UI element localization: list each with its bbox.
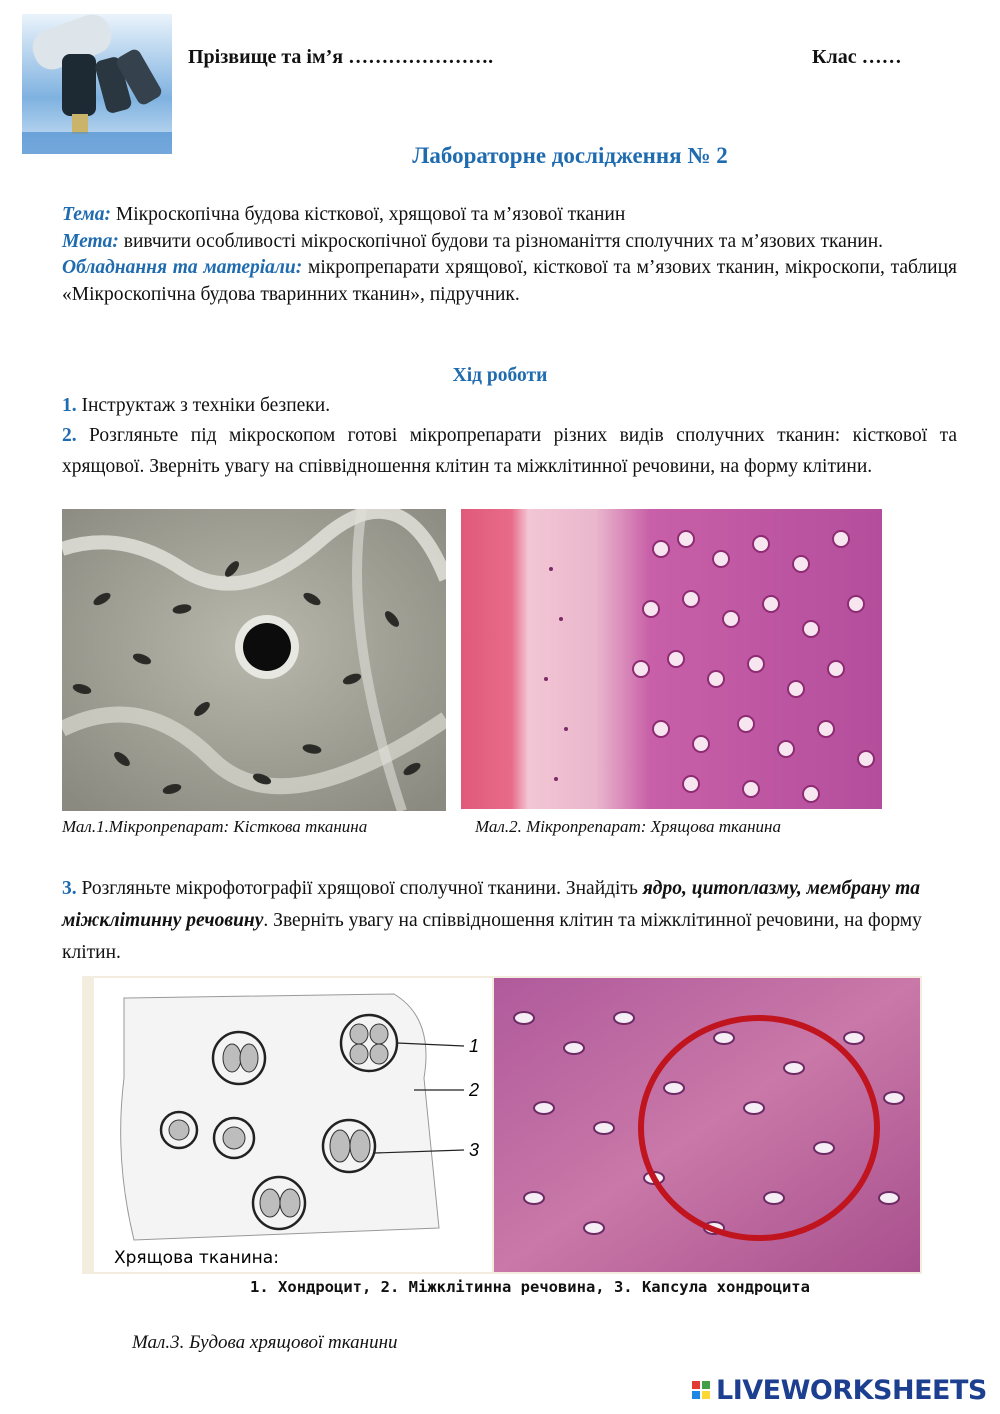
figure-2-caption: Мал.2. Мікропрепарат: Хрящова тканина — [475, 817, 781, 836]
student-name-field[interactable]: Прізвище та ім’я …………………. — [188, 46, 494, 68]
step-number: 2. — [62, 425, 77, 446]
liveworksheets-icon — [692, 1381, 710, 1399]
step-text: Інструктаж з техніки безпеки. — [76, 395, 331, 416]
cartilage-tissue-micrograph — [461, 509, 882, 809]
topic-label: Тема: — [62, 204, 111, 225]
liveworksheets-logo — [692, 1372, 987, 1408]
step-text-a: Розгляньте мікрофотографії хрящової сполучної тканини. Знайдіть — [76, 878, 643, 899]
step-text: Розгляньте під мікроскопом готові мікропрепарати різних видів сполучних тканин: кісткової та хрящової. Зверніть увагу на співвідношення клітин та міжклітинної речовини, на форму клітини. — [62, 425, 957, 477]
class-field[interactable]: Клас …… — [812, 46, 902, 68]
equipment-label: Обладнання та матеріали: — [62, 257, 303, 278]
cartilage-drawing — [94, 978, 492, 1272]
procedure-title: Хід роботи — [452, 365, 548, 386]
stained-cartilage-micrograph — [494, 978, 920, 1272]
step-number: 3. — [62, 878, 77, 899]
step-text-b: . Зверніть увагу на співвідношення клітин та міжклітинної речовини, на форму клітин. — [62, 910, 922, 963]
microscope-logo — [22, 14, 172, 154]
equipment-text: мікропрепарати хрящової, кісткової та м’язових тканин, мікроскопи, таблиця «Мікроскопічна будова тваринних тканин», підручник. — [62, 257, 957, 305]
figure-legend: 1. Хондроцит, 2. Міжклітинна речовина, 3. Капсула хондроцита — [250, 1278, 810, 1296]
step-3 — [62, 873, 962, 969]
steps-block — [62, 392, 957, 482]
drawing-title: Хрящова тканина: — [114, 1248, 279, 1268]
equipment-line — [62, 255, 957, 308]
drawing-label-1: 1 — [469, 1036, 480, 1056]
figure-1-caption: Мал.1.Мікропрепарат: Кісткова тканина — [62, 817, 368, 836]
intro-block — [62, 202, 957, 308]
topic-text: Мікроскопічна будова кісткової, хрящової та м’язової тканин — [110, 204, 626, 225]
cartilage-figure-panel — [82, 976, 922, 1274]
step-1 — [62, 392, 957, 420]
step-number: 1. — [62, 395, 77, 416]
step-2 — [62, 420, 957, 482]
goal-text: вивчити особливості мікроскопічної будови та різноманіття сполучних та м’язових тканин. — [118, 230, 884, 252]
bone-tissue-micrograph — [62, 509, 446, 811]
page-title: Лабораторне дослідження № 2 — [412, 143, 728, 168]
goal-label: Мета: — [62, 230, 119, 252]
topic-line — [62, 202, 957, 229]
drawing-label-3: 3 — [469, 1140, 480, 1160]
figure-3-caption: Мал.3. Будова хрящової тканини — [132, 1332, 398, 1353]
brand-name: LIVEWORKSHEETS — [716, 1374, 987, 1406]
goal-line — [62, 229, 957, 256]
step-highlight: ядро, цитоплазму, мембрану та міжклітинну речовину — [62, 878, 920, 931]
drawing-label-2: 2 — [469, 1080, 480, 1100]
